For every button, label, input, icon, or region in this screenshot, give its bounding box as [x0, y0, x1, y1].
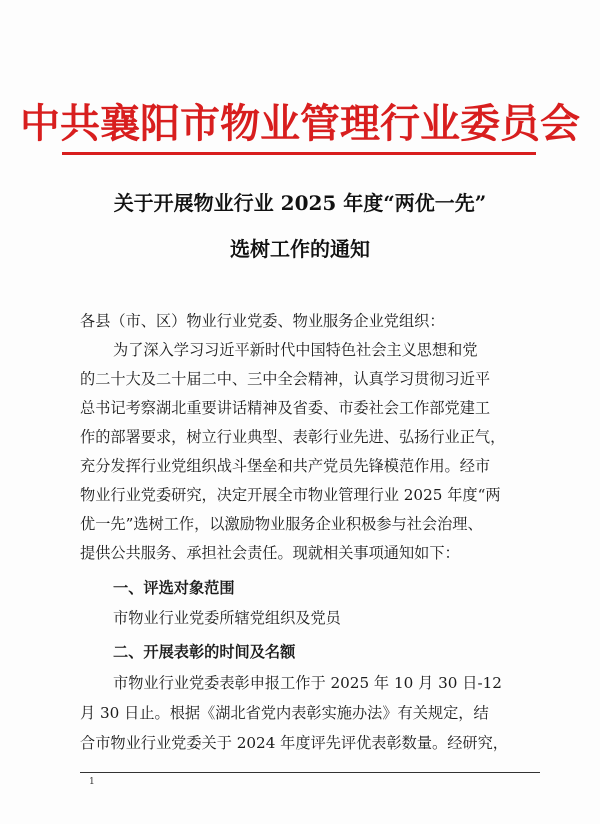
letterhead-red-rule [62, 152, 536, 155]
notice-title-line-1: 关于开展物业行业 2025 年度“两优一先” [113, 191, 487, 215]
letterhead-title: 中共襄阳市物业管理行业委员会 [20, 101, 580, 147]
notice-title-line-2: 选树工作的通知 [230, 237, 370, 261]
body-line: 物业行业党委研究，决定开展全市物业管理行业 2025 年度“两 [80, 486, 501, 504]
section-2-heading: 二、开展表彰的时间及名额 [113, 643, 296, 661]
salutation: 各县（市、区）物业行业党委、物业服务企业党组织： [80, 312, 445, 330]
body-line: 合市物业行业党委关于 2024 年度评先评优表彰数量。经研究， [80, 734, 508, 752]
section-1-text: 市物业行业党委所辖党组织及党员 [113, 609, 341, 627]
section-1-heading: 一、评选对象范围 [113, 579, 235, 597]
body-line: 总书记考察湖北重要讲话精神及省委、市委社会工作部党建工 [80, 399, 491, 417]
body-line: 优一先”选树工作，以激励物业服务企业积极参与社会治理、 [80, 515, 483, 533]
body-line: 为了深入学习习近平新时代中国特色社会主义思想和党 [113, 341, 478, 359]
footer-rule [80, 772, 540, 773]
body-line: 作的部署要求，树立行业典型、表彰行业先进、弘扬行业正气， [80, 428, 506, 446]
body-line: 提供公共服务、承担社会责任。现就相关事项通知如下： [80, 544, 460, 562]
body-line: 月 30 日止。根据《湖北省党内表彰实施办法》有关规定，结 [80, 704, 489, 722]
body-line: 充分发挥行业党组织战斗堡垒和共产党员先锋模范作用。经市 [80, 457, 491, 475]
body-line: 的二十大及二十届二中、三中全会精神，认真学习贯彻习近平 [80, 370, 491, 388]
body-line: 市物业行业党委表彰申报工作于 2025 年 10 月 30 日-12 [113, 674, 502, 692]
page-number: 1 [89, 777, 95, 787]
